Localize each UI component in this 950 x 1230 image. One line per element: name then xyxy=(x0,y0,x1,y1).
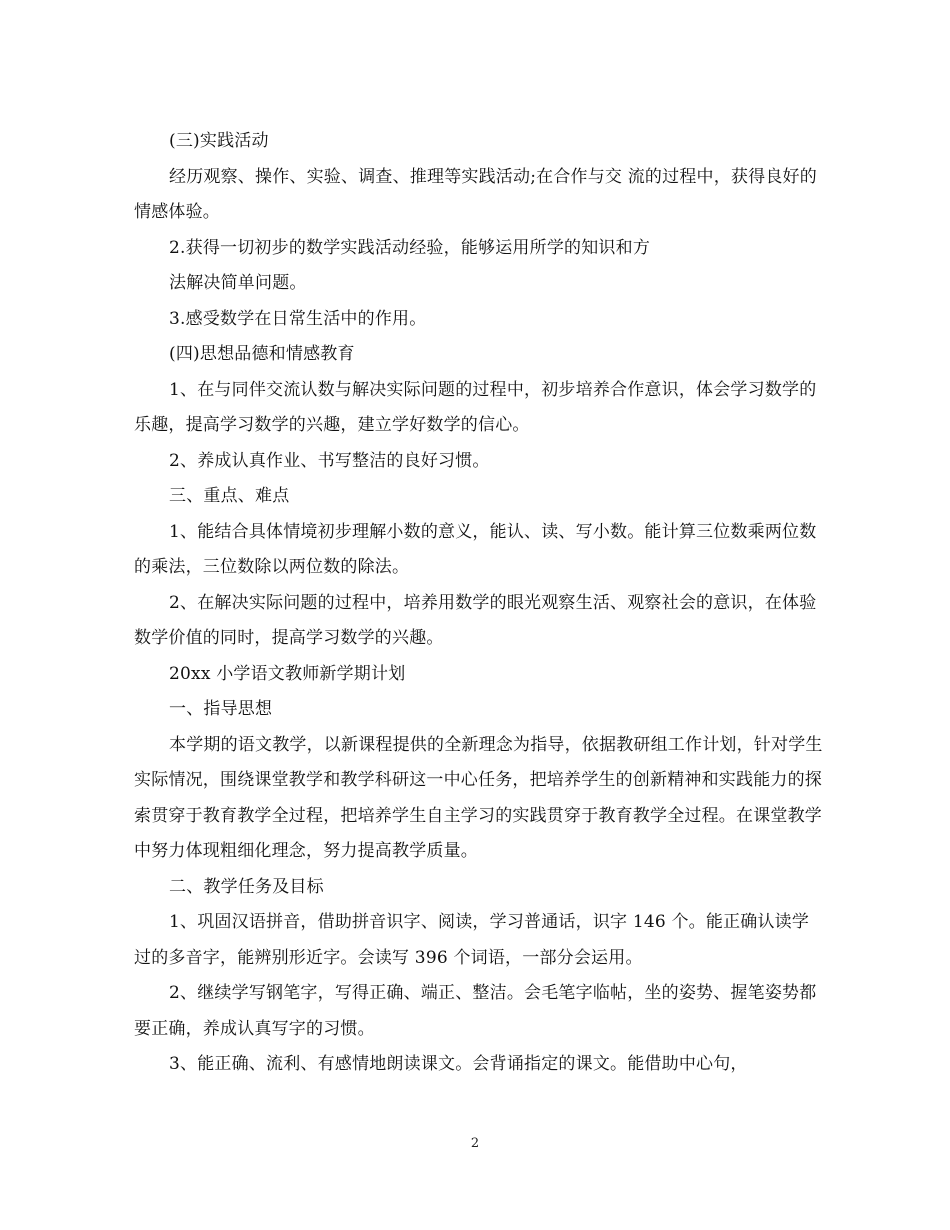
section-heading-guiding-ideology: 一、指导思想 xyxy=(169,699,273,719)
paragraph: 本学期的语文教学，以新课程提供的全新理念为指导，依据教研组工作计划，针对学生实际情况，围绕课堂教学和教学科研这一中心任务，把培养学生的创新精神和实践能力的探索贯穿于教育教学全过程，把培养学生自主学习的实践贯穿于教育教学全过程。在课堂教学中努力体现粗细化理念，努力提高教学质量。 xyxy=(134,734,823,861)
paragraph: 2、继续学写钢笔字，写得正确、端正、整洁。会毛笔字临帖，坐的姿势、握笔姿势都要正确，养成认真写字的习惯。 xyxy=(134,983,817,1039)
paragraph: 2.获得一切初步的数学实践活动经验，能够运用所学的知识和方 xyxy=(169,237,651,258)
section-heading-practice-activities: (三)实践活动 xyxy=(169,131,269,151)
page-number: 2 xyxy=(470,1136,480,1151)
paragraph: 3.感受数学在日常生活中的作用。 xyxy=(169,308,427,329)
paragraph: 1、在与同伴交流认数与解决实际问题的过程中，初步培养合作意识，体会学习数学的乐趣，提高学习数学的兴趣，建立学好数学的信心。 xyxy=(134,379,817,435)
paragraph: 经历观察、操作、实验、调查、推理等实践活动;在合作与交 流的过程中，获得良好的情感体验。 xyxy=(134,166,817,222)
document-subtitle: 20xx 小学语文教师新学期计划 xyxy=(169,663,406,684)
paragraph: 3、能正确、流利、有感情地朗读课文。会背诵指定的课文。能借助中心句， xyxy=(169,1054,748,1074)
paragraph: 1、巩固汉语拼音，借助拼音识字、阅读，学习普通话，识字 146 个。能正确认读学过的多音字，能辨别形近字。会读写 396 个词语，一部分会运用。 xyxy=(134,912,810,968)
document-body xyxy=(134,124,824,1083)
paragraph: 法解决简单问题。 xyxy=(169,273,307,293)
section-heading-moral-education: (四)思想品德和情感教育 xyxy=(169,344,355,364)
paragraph: 2、养成认真作业、书写整洁的良好习惯。 xyxy=(169,450,490,471)
paragraph: 1、能结合具体情境初步理解小数的意义，能认、读、写小数。能计算三位数乘两位数的乘法，三位数除以两位数的除法。 xyxy=(134,521,817,577)
paragraph: 2、在解决实际问题的过程中，培养用数学的眼光观察生活、观察社会的意识，在体验数学价值的同时，提高学习数学的兴趣。 xyxy=(134,592,817,648)
section-heading-key-points: 三、重点、难点 xyxy=(169,486,290,506)
section-heading-teaching-tasks: 二、教学任务及目标 xyxy=(169,876,324,897)
